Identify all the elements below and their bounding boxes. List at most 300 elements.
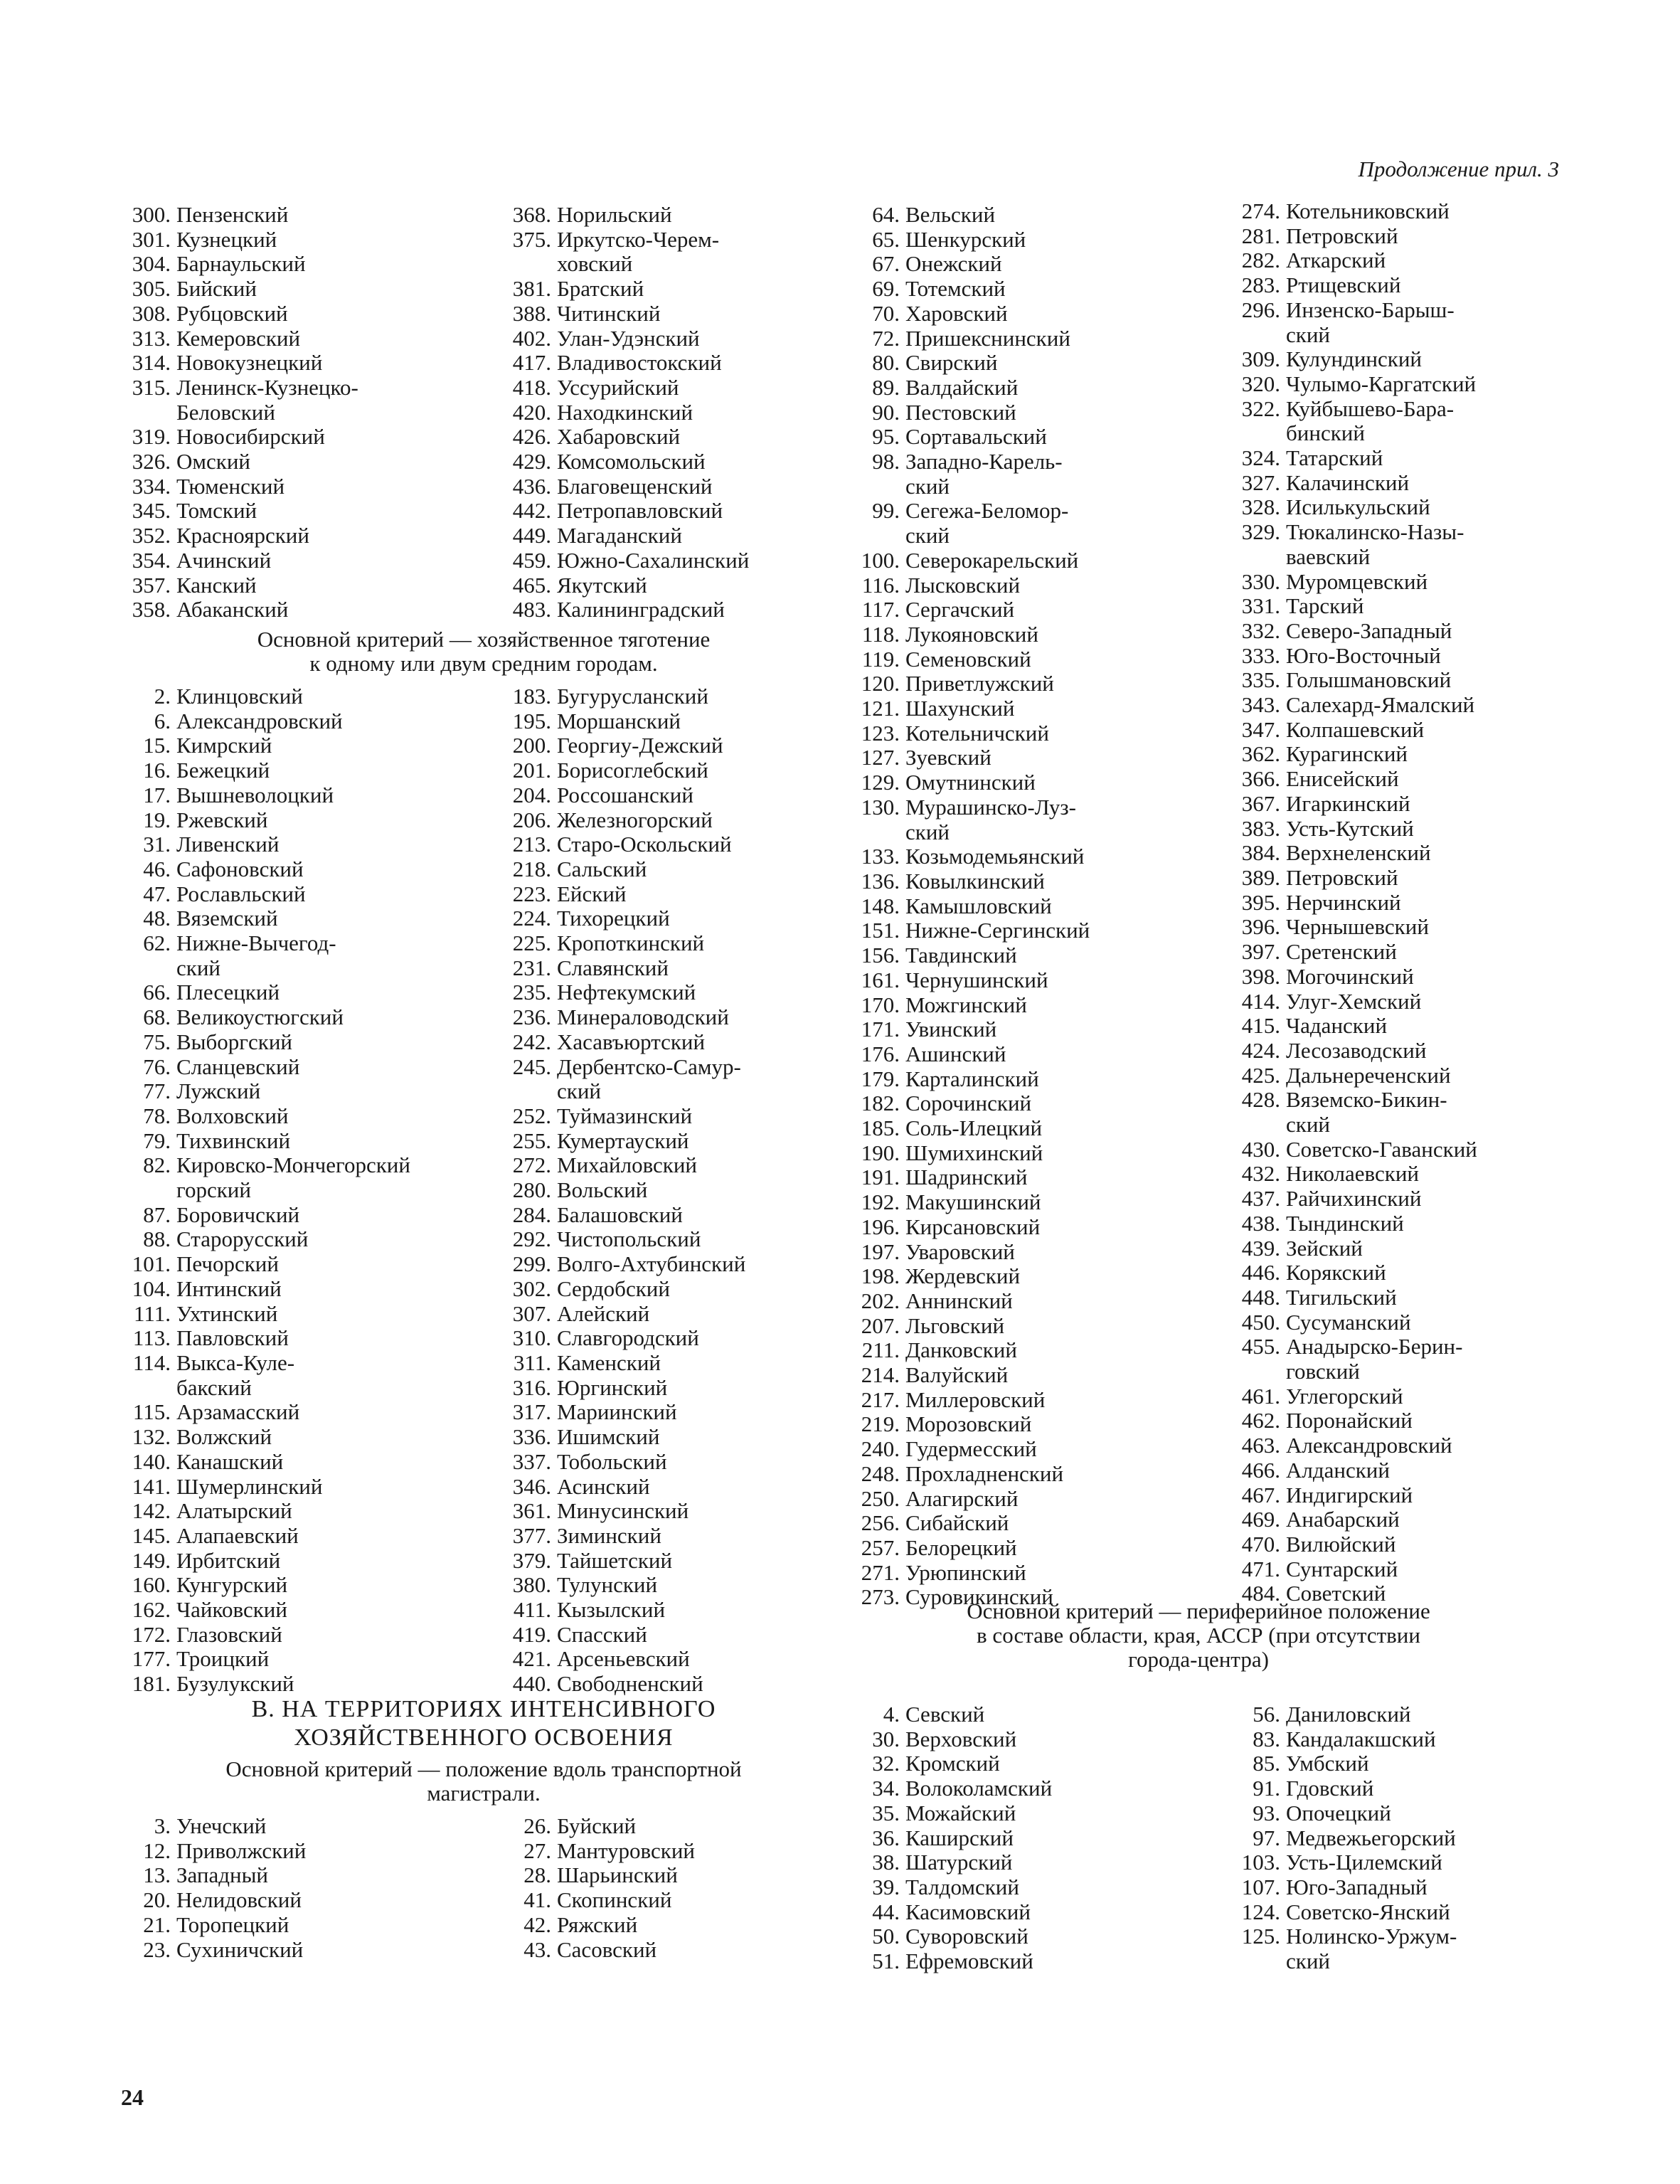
list-item (843, 548, 1213, 573)
list-item (114, 808, 484, 833)
item-number: 257. (861, 1534, 900, 1560)
list-item (114, 1450, 484, 1475)
list-item (494, 277, 864, 302)
item-name: Каменский (557, 1350, 661, 1375)
item-name: Корякский (1286, 1260, 1386, 1286)
item-number: 100. (861, 547, 900, 573)
item-name: Чайковский (176, 1597, 287, 1623)
item-name: Усть-Цилемский (1286, 1850, 1442, 1875)
item-name: Сорочинский (905, 1091, 1032, 1116)
list-item (843, 1949, 1213, 1974)
item-number: 195. (512, 708, 551, 733)
item-name: Курагинский (1286, 741, 1408, 767)
list-item (843, 573, 1213, 598)
item-name: Вышневолоцкий (176, 782, 334, 807)
item-name: Пензенский (176, 202, 289, 227)
list-item (494, 684, 864, 709)
item-number: 309. (1241, 346, 1280, 372)
item-name: Ачинский (176, 547, 272, 573)
list-item (843, 844, 1213, 869)
item-name: Западный (176, 1862, 269, 1888)
item-name: Тындинский (1286, 1210, 1404, 1236)
item-name: Севский (905, 1702, 985, 1727)
item-number: 418. (512, 374, 551, 400)
item-number: 182. (861, 1091, 900, 1116)
item-number: 36. (872, 1825, 900, 1850)
item-number: 142. (132, 1498, 171, 1524)
list-item (494, 1326, 864, 1351)
list-item (843, 1751, 1213, 1776)
item-name: Кунгурский (176, 1572, 288, 1598)
item-number: 214. (861, 1362, 900, 1388)
item-number: 424. (1241, 1037, 1280, 1063)
list-item (1223, 1532, 1593, 1557)
list-item (494, 573, 864, 598)
list-item (494, 1814, 864, 1839)
list-item (114, 1573, 484, 1598)
item-name: Братский (557, 276, 644, 302)
list-item (114, 302, 484, 327)
list-item (494, 1030, 864, 1055)
item-name: Сергачский (905, 597, 1015, 622)
list-item (1223, 891, 1593, 916)
list-item (494, 252, 864, 277)
item-number: 21. (143, 1912, 171, 1937)
item-number: 3. (154, 1813, 171, 1838)
item-name: Игаркинский (1286, 790, 1410, 816)
item-name: Усть-Кутский (1286, 815, 1414, 841)
list-item (1223, 1702, 1593, 1727)
left-group2-col-b (494, 684, 864, 1697)
item-number: 149. (132, 1547, 171, 1573)
item-number: 333. (1241, 642, 1280, 668)
item-number: 300. (132, 202, 171, 227)
item-number: 68. (143, 1004, 171, 1030)
item-number: 201. (512, 758, 551, 783)
list-item (494, 475, 864, 499)
item-name: Алатырский (176, 1498, 292, 1524)
list-item (843, 721, 1213, 746)
item-name: Анабарский (1286, 1507, 1400, 1532)
item-name: Суворовский (905, 1924, 1028, 1949)
item-name: Белорецкий (905, 1534, 1017, 1560)
list-item (114, 1888, 484, 1913)
item-name: Углегорский (1286, 1383, 1403, 1409)
item-number: 389. (1241, 864, 1280, 890)
item-name: Туймазинский (557, 1103, 693, 1128)
item-name: Якутский (557, 572, 647, 598)
item-name: Сибайский (905, 1510, 1009, 1536)
item-number: 292. (512, 1226, 551, 1252)
list-item (114, 1203, 484, 1228)
item-number: 26. (523, 1813, 551, 1838)
list-item (494, 425, 864, 450)
list-item (1223, 644, 1593, 669)
item-number: 235. (512, 980, 551, 1005)
list-item (1223, 323, 1593, 348)
item-number: 317. (512, 1399, 551, 1425)
item-number: 357. (132, 572, 171, 598)
item-number: 89. (872, 374, 900, 400)
item-name: Георгиу-Дежский (557, 733, 723, 758)
item-number: 358. (132, 597, 171, 622)
item-name: Исилькульский (1286, 494, 1430, 520)
item-name: Рубцовский (176, 300, 288, 326)
item-name: Тюкалинско-Назы- (1286, 519, 1464, 545)
item-number: 316. (512, 1374, 551, 1400)
item-name: Омутнинский (905, 770, 1036, 795)
item-number: 83. (1253, 1726, 1280, 1751)
list-item (494, 1277, 864, 1302)
item-name: Шадринский (905, 1165, 1028, 1190)
item-number: 20. (143, 1887, 171, 1913)
list-item (843, 598, 1213, 622)
list-item (114, 832, 484, 857)
list-item (843, 918, 1213, 943)
item-number: 171. (861, 1017, 900, 1042)
item-number: 104. (132, 1276, 171, 1301)
item-name: Александровский (1286, 1433, 1452, 1458)
item-name: Можайский (905, 1800, 1016, 1825)
list-item (494, 758, 864, 783)
item-name: Гдовский (1286, 1776, 1374, 1801)
item-number: 207. (861, 1313, 900, 1338)
item-name: Анадырско-Берин- (1286, 1334, 1463, 1359)
item-name: Троицкий (176, 1646, 270, 1672)
list-item (1223, 1826, 1593, 1851)
list-item (114, 1376, 484, 1401)
item-name: Сретенский (1286, 939, 1397, 965)
item-number: 256. (861, 1510, 900, 1536)
item-name: Приветлужский (905, 671, 1054, 696)
item-name: Минераловодский (557, 1004, 729, 1030)
item-number: 34. (872, 1776, 900, 1801)
item-number: 236. (512, 1004, 551, 1030)
item-name: Волго-Ахтубинский (557, 1251, 746, 1277)
item-number: 127. (861, 745, 900, 770)
item-number: 384. (1241, 840, 1280, 866)
list-item (843, 1141, 1213, 1166)
list-item (1223, 372, 1593, 397)
item-number: 347. (1241, 716, 1280, 742)
item-number: 483. (512, 597, 551, 622)
item-number: 442. (512, 498, 551, 524)
list-item (494, 857, 864, 882)
item-name: Советско-Янский (1286, 1899, 1450, 1924)
item-number: 13. (143, 1862, 171, 1888)
list-item (114, 783, 484, 808)
item-number: 281. (1241, 223, 1280, 248)
list-item (114, 1475, 484, 1500)
item-number: 80. (872, 350, 900, 376)
item-number: 379. (512, 1547, 551, 1573)
item-name: Опочецкий (1286, 1800, 1391, 1825)
item-number: 116. (861, 572, 900, 598)
list-item (1223, 742, 1593, 767)
item-name: Абаканский (176, 597, 289, 622)
list-item (114, 1030, 484, 1055)
item-name: ский (905, 819, 950, 844)
item-number: 213. (512, 832, 551, 857)
item-number: 448. (1241, 1284, 1280, 1310)
item-number: 225. (512, 931, 551, 956)
list-item (1223, 1949, 1593, 1974)
item-name: Арзамасский (176, 1399, 300, 1425)
list-item (114, 1598, 484, 1623)
item-name: Клинцовский (176, 684, 303, 709)
criterion-3-line-1: Основной критерий — периферийное положение (967, 1599, 1430, 1623)
item-name: Лысковский (905, 572, 1021, 598)
list-item (494, 1839, 864, 1864)
item-name: Карталинский (905, 1066, 1039, 1091)
item-name: Красноярский (176, 523, 309, 548)
item-number: 335. (1241, 667, 1280, 693)
item-name: Сегежа-Беломор- (905, 498, 1069, 524)
item-name: Борисоглебский (557, 758, 708, 783)
criterion-3-line-2: в составе области, края, АССР (при отсутствии (977, 1623, 1420, 1648)
list-item (1223, 224, 1593, 249)
item-number: 161. (861, 967, 900, 992)
item-number: 461. (1241, 1383, 1280, 1409)
item-name: Вилюйский (1286, 1531, 1396, 1557)
item-name: Западно-Карель- (905, 449, 1063, 475)
item-name: Улуг-Хемский (1286, 988, 1422, 1014)
item-name: Боровичский (176, 1202, 300, 1227)
item-number: 196. (861, 1214, 900, 1239)
list-item (843, 376, 1213, 401)
item-number: 98. (872, 449, 900, 475)
item-number: 307. (512, 1300, 551, 1326)
item-number: 95. (872, 424, 900, 450)
list-item (1223, 693, 1593, 718)
item-name: Тигильский (1286, 1284, 1397, 1310)
item-name: Владивостокский (557, 350, 722, 376)
item-number: 30. (872, 1726, 900, 1751)
item-number: 425. (1241, 1062, 1280, 1088)
item-number: 322. (1241, 396, 1280, 421)
list-item (494, 1672, 864, 1697)
item-number: 311. (513, 1350, 551, 1375)
item-number: 240. (861, 1436, 900, 1462)
item-name: Котельничский (905, 720, 1049, 746)
item-number: 156. (861, 943, 900, 968)
item-number: 437. (1241, 1186, 1280, 1212)
item-number: 446. (1241, 1260, 1280, 1286)
item-number: 120. (861, 671, 900, 696)
left-group3-col-b (494, 1814, 864, 1962)
left-group1-col-a (114, 203, 484, 622)
item-number: 368. (512, 202, 551, 227)
list-item (114, 1623, 484, 1648)
list-item (843, 993, 1213, 1018)
item-name: Магаданский (557, 523, 682, 548)
item-name: Верхнеленский (1286, 840, 1431, 866)
list-item (114, 1252, 484, 1277)
item-name: Сусуманский (1286, 1309, 1411, 1335)
list-item (1223, 1310, 1593, 1335)
item-name: Ефремовский (905, 1949, 1033, 1974)
right-group2-col-b (1223, 1702, 1593, 1974)
item-number: 308. (132, 300, 171, 326)
item-name: Харовский (905, 300, 1008, 326)
item-name: Чулымо-Каргатский (1286, 371, 1477, 396)
item-name: Скопинский (557, 1887, 672, 1913)
item-name: Нижне-Вычегод- (176, 931, 336, 956)
item-number: 27. (523, 1838, 551, 1863)
list-item (843, 1462, 1213, 1487)
item-name: Талдомский (905, 1874, 1019, 1899)
list-item (114, 499, 484, 524)
item-name: Уссурийский (557, 374, 679, 400)
item-number: 170. (861, 992, 900, 1017)
item-name: Канский (176, 572, 257, 598)
list-item (114, 1129, 484, 1154)
item-number: 466. (1241, 1457, 1280, 1483)
item-name: Макушинский (905, 1189, 1041, 1215)
list-item (1223, 248, 1593, 273)
item-number: 274. (1241, 198, 1280, 223)
item-number: 395. (1241, 889, 1280, 915)
list-item (1223, 866, 1593, 891)
item-number: 185. (861, 1115, 900, 1141)
list-item (114, 450, 484, 475)
item-number: 50. (872, 1924, 900, 1949)
list-item (1223, 199, 1593, 224)
item-number: 78. (143, 1103, 171, 1128)
item-name: ский (905, 523, 950, 548)
list-item (494, 1888, 864, 1913)
item-name: Данковский (905, 1337, 1017, 1363)
item-name: Благовещенский (557, 473, 713, 499)
item-name: Ртищевский (1286, 272, 1401, 298)
item-name: Буйский (557, 1813, 637, 1838)
list-item (114, 1913, 484, 1938)
item-number: 224. (512, 906, 551, 931)
right-group1-col-a (843, 203, 1213, 1610)
list-item (843, 1875, 1213, 1900)
item-number: 72. (872, 325, 900, 351)
list-item (843, 1702, 1213, 1727)
item-number: 248. (861, 1461, 900, 1486)
item-name: ский (905, 473, 950, 499)
item-number: 76. (143, 1054, 171, 1079)
item-name: горский (176, 1177, 251, 1203)
list-item (1223, 1507, 1593, 1532)
list-item (843, 820, 1213, 845)
item-number: 396. (1241, 914, 1280, 940)
list-item (843, 894, 1213, 919)
item-name: Волжский (176, 1424, 272, 1450)
item-name: Юго-Восточный (1286, 642, 1441, 668)
item-number: 160. (132, 1572, 171, 1598)
item-name: Зиминский (557, 1522, 661, 1548)
item-number: 151. (861, 918, 900, 943)
item-number: 415. (1241, 1013, 1280, 1039)
list-item (843, 622, 1213, 647)
list-item (494, 832, 864, 857)
list-item (494, 351, 864, 376)
list-item (114, 277, 484, 302)
item-name: говский (1286, 1359, 1360, 1384)
list-item (843, 475, 1213, 499)
item-number: 23. (143, 1936, 171, 1962)
item-number: 103. (1241, 1850, 1280, 1875)
list-item (843, 252, 1213, 277)
item-name: Чаданский (1286, 1013, 1388, 1039)
list-item (114, 1499, 484, 1524)
list-item (114, 980, 484, 1005)
item-number: 305. (132, 276, 171, 302)
item-name: Михайловский (557, 1152, 698, 1178)
list-item (1223, 1483, 1593, 1508)
item-name: Павловский (176, 1325, 289, 1351)
item-number: 367. (1241, 790, 1280, 816)
list-item (1223, 1900, 1593, 1925)
list-item (114, 524, 484, 548)
item-name: Кропоткинский (557, 931, 705, 956)
item-number: 432. (1241, 1161, 1280, 1187)
item-name: Бежецкий (176, 758, 270, 783)
list-item (843, 1116, 1213, 1141)
item-name: Урюпинский (905, 1559, 1026, 1585)
criterion-2-line-1: Основной критерий — положение вдоль транспортной (225, 1756, 742, 1781)
list-item (1223, 273, 1593, 298)
left-group3-col-a (114, 1814, 484, 1962)
list-item (1223, 1801, 1593, 1826)
item-number: 16. (143, 758, 171, 783)
item-number: 397. (1241, 939, 1280, 965)
list-item (114, 882, 484, 907)
item-number: 484. (1241, 1581, 1280, 1606)
item-name: Онежский (905, 251, 1002, 277)
list-item (114, 1079, 484, 1104)
list-item (843, 228, 1213, 253)
item-number: 242. (512, 1029, 551, 1054)
item-number: 64. (872, 202, 900, 227)
list-item (494, 302, 864, 327)
item-name: Кумертауский (557, 1128, 689, 1153)
list-item (843, 647, 1213, 672)
list-item (114, 931, 484, 956)
list-item (114, 956, 484, 981)
item-number: 329. (1241, 519, 1280, 545)
list-item (843, 1924, 1213, 1949)
list-item (1223, 1727, 1593, 1752)
item-name: Интинский (176, 1276, 282, 1301)
item-number: 124. (1241, 1899, 1280, 1924)
list-item (494, 956, 864, 981)
item-number: 439. (1241, 1235, 1280, 1261)
list-item (843, 401, 1213, 425)
list-item (114, 1647, 484, 1672)
list-item (114, 351, 484, 376)
item-number: 304. (132, 251, 171, 277)
item-number: 32. (872, 1751, 900, 1776)
item-name: Шатурский (905, 1850, 1013, 1875)
item-number: 284. (512, 1202, 551, 1227)
item-number: 471. (1241, 1556, 1280, 1581)
item-number: 125. (1241, 1924, 1280, 1949)
list-item (843, 1900, 1213, 1925)
item-name: Выборгский (176, 1029, 292, 1054)
list-item (1223, 965, 1593, 990)
item-name: ский (1286, 1112, 1330, 1138)
list-item (843, 1338, 1213, 1363)
item-name: Миллеровский (905, 1387, 1046, 1412)
list-item (114, 1524, 484, 1549)
list-item (1223, 570, 1593, 595)
list-item (114, 709, 484, 734)
